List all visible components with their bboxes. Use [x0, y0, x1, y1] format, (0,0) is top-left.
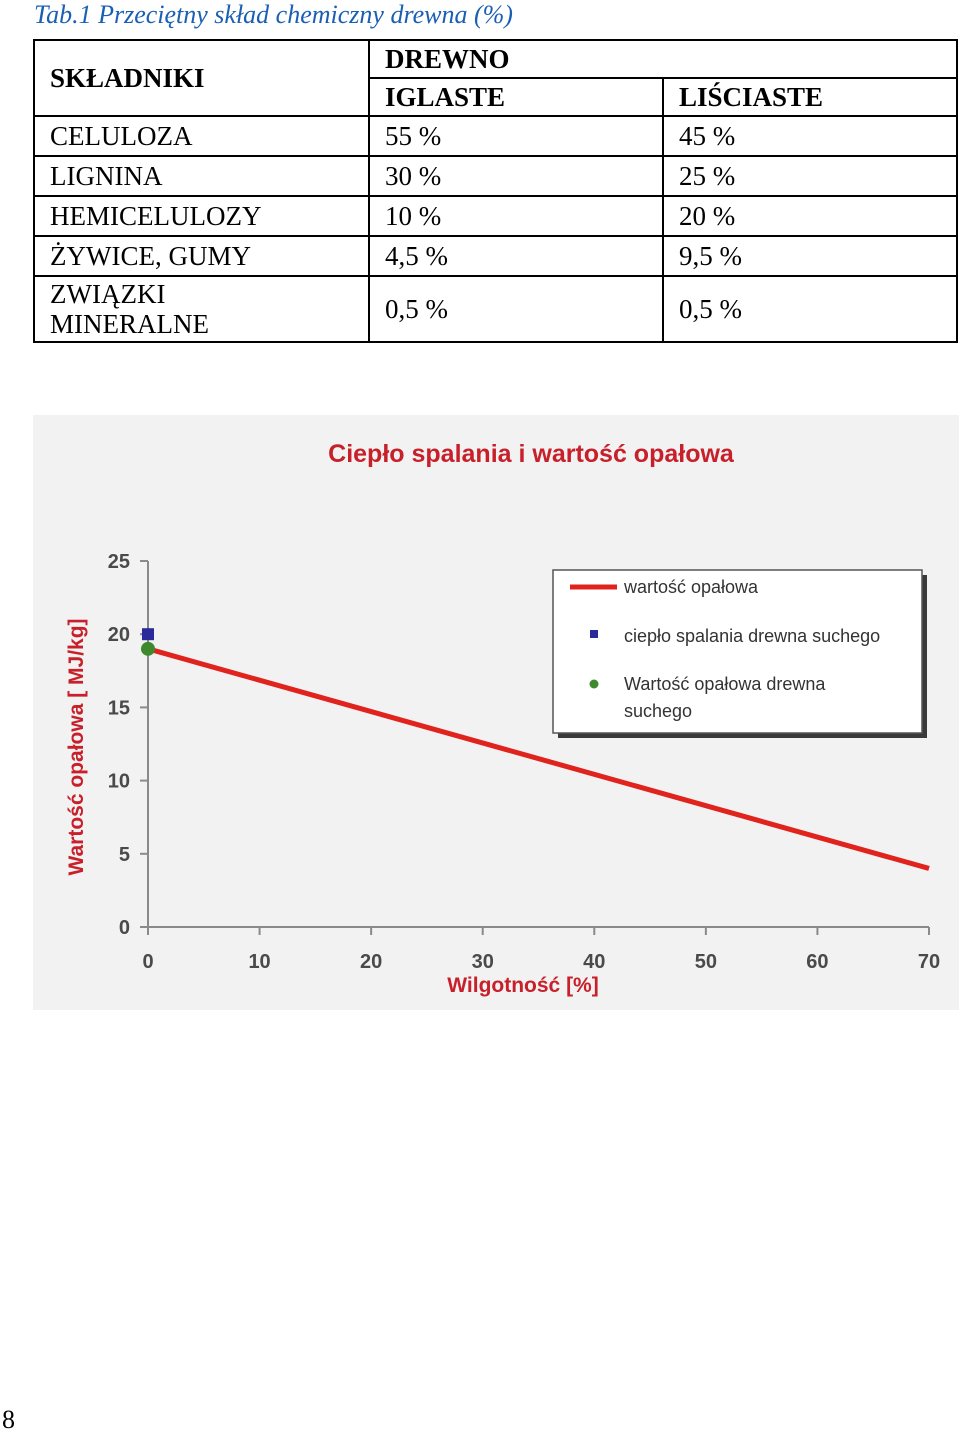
composition-table [33, 39, 958, 343]
legend-dot-swatch [590, 680, 599, 689]
chart-title: Ciepło spalania i wartość opałowa [328, 440, 734, 468]
row-lisciaste: 20 % [663, 196, 957, 236]
data-point-cieplo-spalania [142, 628, 154, 640]
row-name: CELULOZA [34, 116, 369, 156]
row-iglaste: 30 % [369, 156, 663, 196]
x-tick-label: 40 [583, 951, 606, 973]
table-caption: Tab.1 Przeciętny skład chemiczny drewna (%) [34, 0, 513, 29]
x-tick-label: 50 [694, 951, 717, 973]
header-iglaste: IGLASTE [369, 78, 663, 116]
chart-x-axis-label: Wilgotność [%] [447, 974, 599, 997]
y-tick-label: 25 [107, 551, 130, 573]
x-tick-label: 10 [248, 951, 271, 973]
y-tick-label: 15 [107, 697, 130, 720]
x-tick-label: 60 [806, 951, 829, 973]
data-point-wartosc-opalowa-suchego [141, 642, 155, 656]
row-name: LIGNINA [34, 156, 369, 196]
y-tick-label: 5 [118, 843, 130, 866]
table-row [34, 236, 957, 276]
row-name [34, 276, 369, 342]
chart-legend [553, 570, 927, 738]
table-row [34, 116, 957, 156]
chart-svg [33, 415, 959, 1010]
row-iglaste: 4,5 % [369, 236, 663, 276]
x-tick-label: 0 [142, 951, 154, 973]
row-lisciaste: 9,5 % [663, 236, 957, 276]
header-lisciaste: LIŚCIASTE [663, 78, 957, 116]
header-skladniki: SKŁADNIKI [34, 40, 369, 116]
row-lisciaste: 25 % [663, 156, 957, 196]
header-drewno: DREWNO [369, 40, 957, 78]
page-number: 8 [2, 1405, 15, 1434]
y-tick-label: 0 [118, 917, 130, 939]
chart-figure [33, 415, 959, 1010]
y-tick-label: 10 [107, 770, 130, 793]
row-name-line2: MINERALNE [50, 309, 209, 339]
legend-label-cieplo-spalania: ciepło spalania drewna suchego [624, 626, 881, 646]
chart-y-axis-label: Wartość opałowa [ MJ/kg] [65, 618, 88, 876]
row-lisciaste: 45 % [663, 116, 957, 156]
x-tick-label: 30 [471, 951, 494, 973]
x-tick-label: 20 [360, 951, 383, 973]
legend-square-swatch [590, 630, 598, 638]
row-iglaste: 0,5 % [369, 276, 663, 342]
row-name: ŻYWICE, GUMY [34, 236, 369, 276]
row-lisciaste: 0,5 % [663, 276, 957, 342]
x-tick-label: 70 [917, 951, 941, 973]
table-row [34, 276, 957, 342]
table-row [34, 156, 957, 196]
row-iglaste: 10 % [369, 196, 663, 236]
legend-label-wartosc-suchego-line2: suchego [624, 701, 693, 721]
row-name: HEMICELULOZY [34, 196, 369, 236]
table-row [34, 196, 957, 236]
row-iglaste: 55 % [369, 116, 663, 156]
legend-label-wartosc-opalowa: wartość opałowa [624, 577, 759, 597]
legend-label-wartosc-suchego-line1: Wartość opałowa drewna [624, 674, 826, 694]
y-tick-label: 20 [107, 624, 130, 647]
row-name-line1: ZWIĄZKI [50, 279, 166, 309]
